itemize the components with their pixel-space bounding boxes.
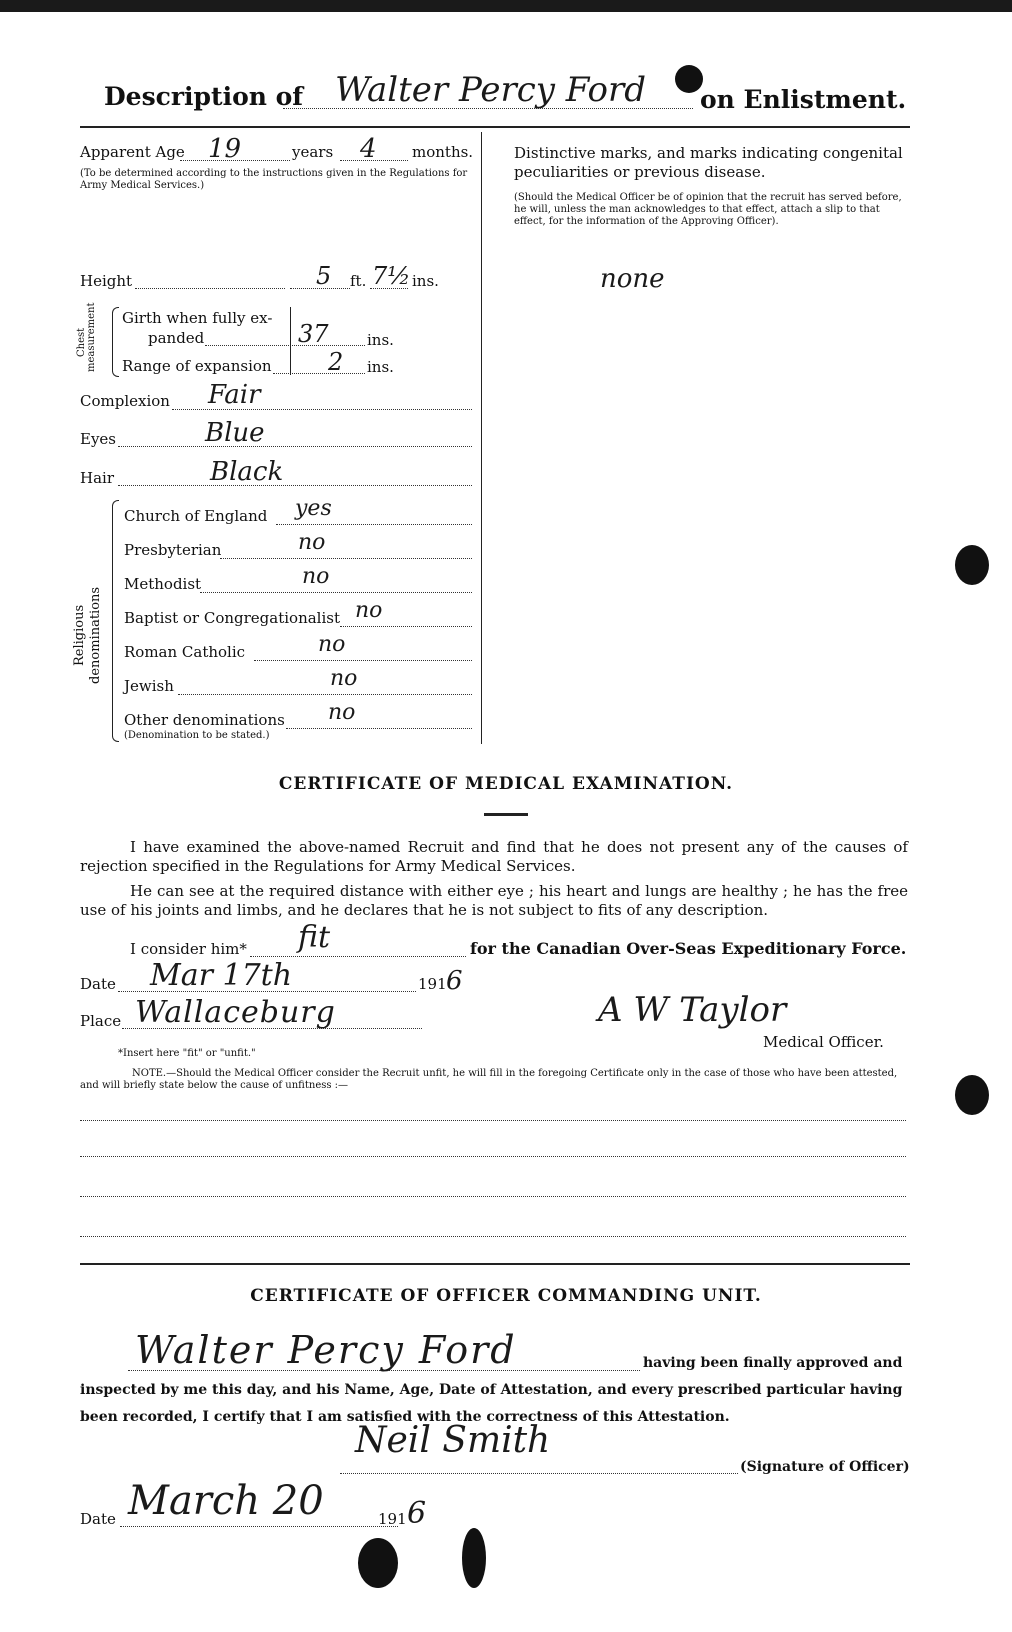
- denomination-value: no: [298, 530, 326, 555]
- denomination-line: [178, 694, 472, 695]
- consider-label: I consider him*: [130, 940, 247, 958]
- unfit-line: [80, 1156, 906, 1157]
- eyes-label: Eyes: [80, 430, 116, 448]
- place-value: Wallaceburg: [135, 995, 336, 1030]
- commanding-year-prefix: 191: [378, 1510, 407, 1528]
- consider-line: [250, 956, 466, 957]
- age-years-value: 19: [208, 134, 242, 164]
- medical-date-value: Mar 17th: [150, 958, 293, 993]
- hair-value: Black: [210, 457, 284, 487]
- scan-top-edge: [0, 0, 1012, 12]
- denomination-line: [286, 728, 472, 729]
- denomination-label: Jewish: [124, 677, 174, 695]
- section-rule: [80, 1263, 910, 1265]
- commanding-line-2: inspected by me this day, and his Name, Age, Date of Attestation, and every prescribed particular having: [80, 1382, 903, 1398]
- header-name-value: Walter Percy Ford: [335, 70, 646, 110]
- years-label: years: [292, 143, 334, 161]
- complexion-value: Fair: [208, 380, 261, 410]
- commanding-certificate-title: CERTIFICATE OF OFFICER COMMANDING UNIT.: [250, 1286, 762, 1306]
- height-line: [135, 288, 285, 289]
- height-ft-value: 5: [316, 262, 332, 290]
- header-rule: [80, 126, 910, 128]
- months-label: months.: [412, 143, 474, 161]
- denomination-value: no: [330, 666, 358, 691]
- denomination-line: [254, 660, 472, 661]
- punch-hole: [955, 1075, 989, 1115]
- denomination-value: no: [302, 564, 330, 589]
- denomination-line: [200, 592, 472, 593]
- denomination-line: [220, 558, 472, 559]
- eyes-line: [118, 446, 472, 447]
- chest-side-label: Chest measurement: [76, 302, 97, 372]
- marks-heading: Distinctive marks, and marks indicating congenital peculiarities or previous disease.: [514, 144, 903, 181]
- girth-line: [205, 345, 365, 346]
- chest-divider: [290, 307, 291, 375]
- punch-hole: [675, 65, 703, 93]
- commanding-line-1-tail: having been finally approved and: [643, 1355, 903, 1371]
- column-divider: [481, 132, 482, 744]
- age-note: (To be determined according to the instructions given in the Regulations for Army Medical Services.): [80, 168, 468, 191]
- medical-para-2: He can see at the required distance with either eye ; his heart and lungs are healthy ; he has the free use of his joints and limbs, and he declares that he is not subject to fits of any description.: [80, 882, 908, 919]
- commanding-signature-label: (Signature of Officer): [740, 1459, 910, 1475]
- ft-label: ft.: [350, 272, 367, 290]
- denomination-label: Roman Catholic: [124, 643, 246, 661]
- denomination-label: Presbyterian: [124, 541, 222, 559]
- commanding-date-label: Date: [80, 1510, 116, 1528]
- punch-hole: [462, 1528, 486, 1588]
- height-in-value: 7½: [372, 262, 411, 290]
- height-label: Height: [80, 272, 133, 290]
- chest-bracket: [112, 307, 119, 377]
- denomination-value: no: [318, 632, 346, 657]
- unfit-line: [80, 1120, 906, 1121]
- denomination-line: [340, 626, 472, 627]
- medical-year-digit: 6: [446, 966, 463, 996]
- consider-value: fit: [298, 920, 331, 955]
- denomination-label: Other denominations: [124, 711, 285, 729]
- ins-label: ins.: [412, 272, 439, 290]
- complexion-label: Complexion: [80, 392, 170, 410]
- commanding-year-digit: 6: [407, 1496, 427, 1531]
- commanding-date-line: [120, 1526, 398, 1527]
- hair-label: Hair: [80, 469, 114, 487]
- age-months-value: 4: [360, 134, 377, 164]
- commanding-name-value: Walter Percy Ford: [135, 1328, 517, 1372]
- denomination-line: [276, 524, 472, 525]
- denomination-label: Methodist: [124, 575, 202, 593]
- hair-line: [118, 485, 472, 486]
- denomination-value: no: [355, 598, 383, 623]
- title-ornament: [484, 813, 528, 816]
- range-value: 2: [328, 348, 344, 376]
- punch-hole: [955, 545, 989, 585]
- header-description-of: Description of: [104, 82, 304, 111]
- punch-hole: [358, 1538, 398, 1588]
- medical-certificate-title: CERTIFICATE OF MEDICAL EXAMINATION.: [278, 774, 734, 794]
- commanding-signature-line: [340, 1473, 738, 1474]
- denomination-value: no: [328, 700, 356, 725]
- unfit-note: NOTE.—Should the Medical Officer consider the Recruit unfit, he will fill in the foregoing Certificate only in the case of those who have been attested, and will briefly state below the cause of unfitness :—: [80, 1068, 898, 1091]
- range-line: [273, 373, 365, 374]
- force-label: for the Canadian Over-Seas Expeditionary Force.: [470, 939, 907, 958]
- girth-value: 37: [298, 320, 329, 348]
- medical-officer-signature: A W Taylor: [598, 990, 787, 1030]
- religion-bracket: [112, 500, 119, 742]
- girth-label-1: Girth when fully ex-: [122, 309, 273, 327]
- medical-date-label: Date: [80, 975, 116, 993]
- unfit-line: [80, 1236, 906, 1237]
- marks-value: none: [600, 264, 665, 294]
- medical-officer-label: Medical Officer.: [763, 1033, 884, 1051]
- medical-year-prefix: 191: [418, 975, 447, 993]
- commanding-signature: Neil Smith: [355, 1420, 551, 1461]
- marks-note: (Should the Medical Officer be of opinion that the recruit has served before, he will, unless the man acknowledges to that effect, attach a slip to that effect, for the information of the Approving Officer).: [514, 192, 902, 227]
- girth-label-2: panded: [148, 329, 205, 347]
- denomination-label: Baptist or Congregationalist: [124, 609, 340, 627]
- other-denomination-note: (Denomination to be stated.): [124, 730, 270, 741]
- eyes-value: Blue: [205, 418, 265, 448]
- religion-side-label: Religious denominations: [72, 586, 103, 684]
- denomination-label: Church of England: [124, 507, 268, 525]
- unfit-line: [80, 1196, 906, 1197]
- range-label: Range of expansion: [122, 357, 272, 375]
- place-label: Place: [80, 1012, 122, 1030]
- insert-note: *Insert here "fit" or "unfit.": [118, 1048, 256, 1059]
- range-ins-label: ins.: [367, 358, 394, 376]
- commanding-date-value: March 20: [128, 1478, 324, 1524]
- medical-para-1: I have examined the above-named Recruit and find that he does not present any of the causes of rejection specified in the Regulations for Army Medical Services.: [80, 838, 908, 875]
- apparent-age-label: Apparent Age: [80, 143, 185, 161]
- header-on-enlistment: on Enlistment.: [700, 85, 907, 114]
- commanding-line-3: been recorded, I certify that I am satisfied with the correctness of this Attestation.: [80, 1409, 730, 1425]
- denomination-value: yes: [295, 496, 332, 521]
- girth-ins-label: ins.: [367, 331, 394, 349]
